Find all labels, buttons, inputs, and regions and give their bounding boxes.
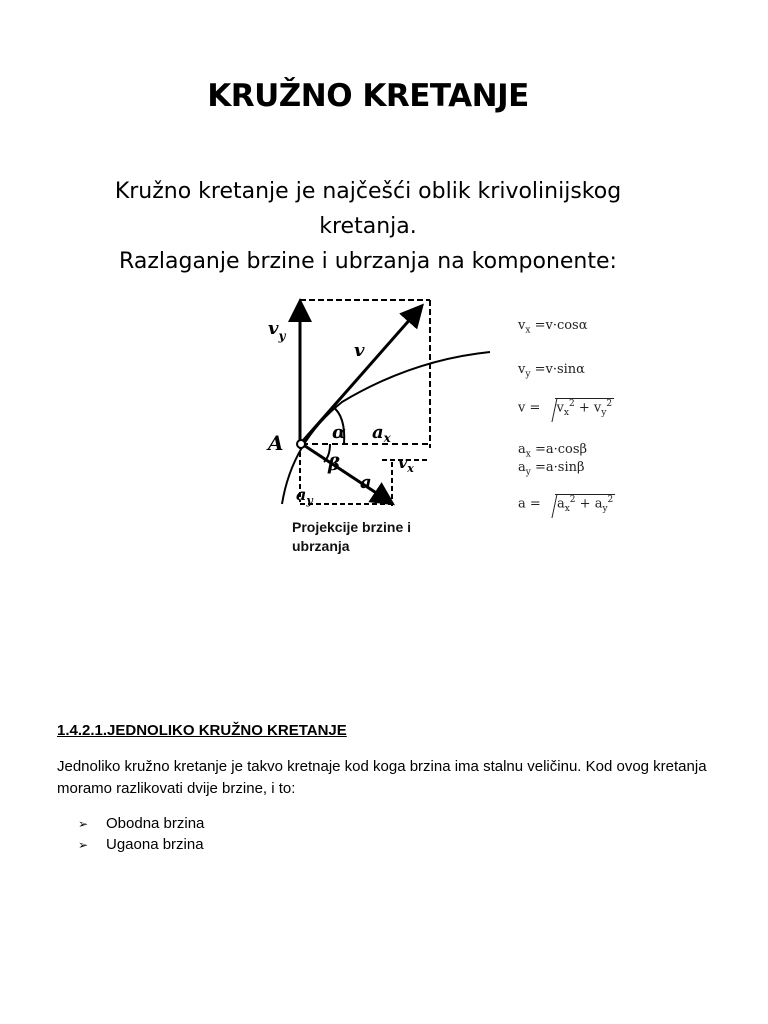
- vy-label: $v_y$: [268, 318, 286, 343]
- formula-ay: $a_y =a\cdot\sin\beta$: [518, 460, 585, 478]
- figure-caption: [292, 518, 411, 556]
- section-paragraph: Jednoliko kružno kretanje je takvo kretnaje kod koga brzina ima stalnu veličinu. Kod ovog kretanja moramo razlikovati dvije brzine, i to:: [57, 758, 707, 797]
- intro-line-1: Kružno kretanje je najčešći oblik krivolinijskog: [114, 179, 622, 204]
- list-item: [78, 834, 204, 855]
- vx-label: $v_x$: [398, 453, 414, 475]
- point-a: [297, 440, 305, 448]
- section-heading: 1.4.2.1.JEDNOLIKO KRUŽNO KRETANJE: [57, 722, 347, 739]
- bullet-text: Obodna brzina: [106, 815, 205, 832]
- a-point-label: A: [268, 431, 284, 455]
- a-vector-label: a: [360, 472, 372, 493]
- caption-line-2: ubrzanja: [292, 538, 350, 554]
- a-vector: [302, 444, 390, 502]
- bullet-text: Ugaona brzina: [106, 836, 204, 853]
- caption-line-1: Projekcije brzine i: [292, 519, 412, 535]
- intro-text: [60, 174, 676, 279]
- arrowhead-bullet-icon: ➢: [78, 837, 89, 852]
- formula-a: $a = a_x^2 + a_y^2$: [518, 495, 614, 514]
- formula-ax: $a_x =a\cdot\cos\beta$: [518, 442, 588, 460]
- projection-diagram: [262, 292, 492, 522]
- ay-label: $a_y$: [296, 485, 313, 507]
- formula-vy: $v_y =v\cdot\sin\alpha$: [518, 362, 585, 380]
- intro-line-2: kretanja.: [319, 214, 417, 239]
- ax-label: $a_x$: [372, 422, 391, 445]
- bullet-list: [78, 813, 204, 855]
- page-title: KRUŽNO KRETANJE: [207, 78, 529, 114]
- intro-line-3: Razlaganje brzine i ubrzanja na komponente:: [119, 249, 617, 274]
- formula-v: $v = v_x^2 + v_y^2$: [518, 399, 613, 418]
- beta-label: β: [328, 454, 340, 475]
- list-item: [78, 813, 204, 834]
- formula-vx: $v_x =v\cdot\cos\alpha$: [518, 318, 588, 336]
- alpha-label: α: [332, 422, 346, 443]
- v-label: v: [354, 340, 365, 361]
- arrowhead-bullet-icon: ➢: [78, 816, 89, 831]
